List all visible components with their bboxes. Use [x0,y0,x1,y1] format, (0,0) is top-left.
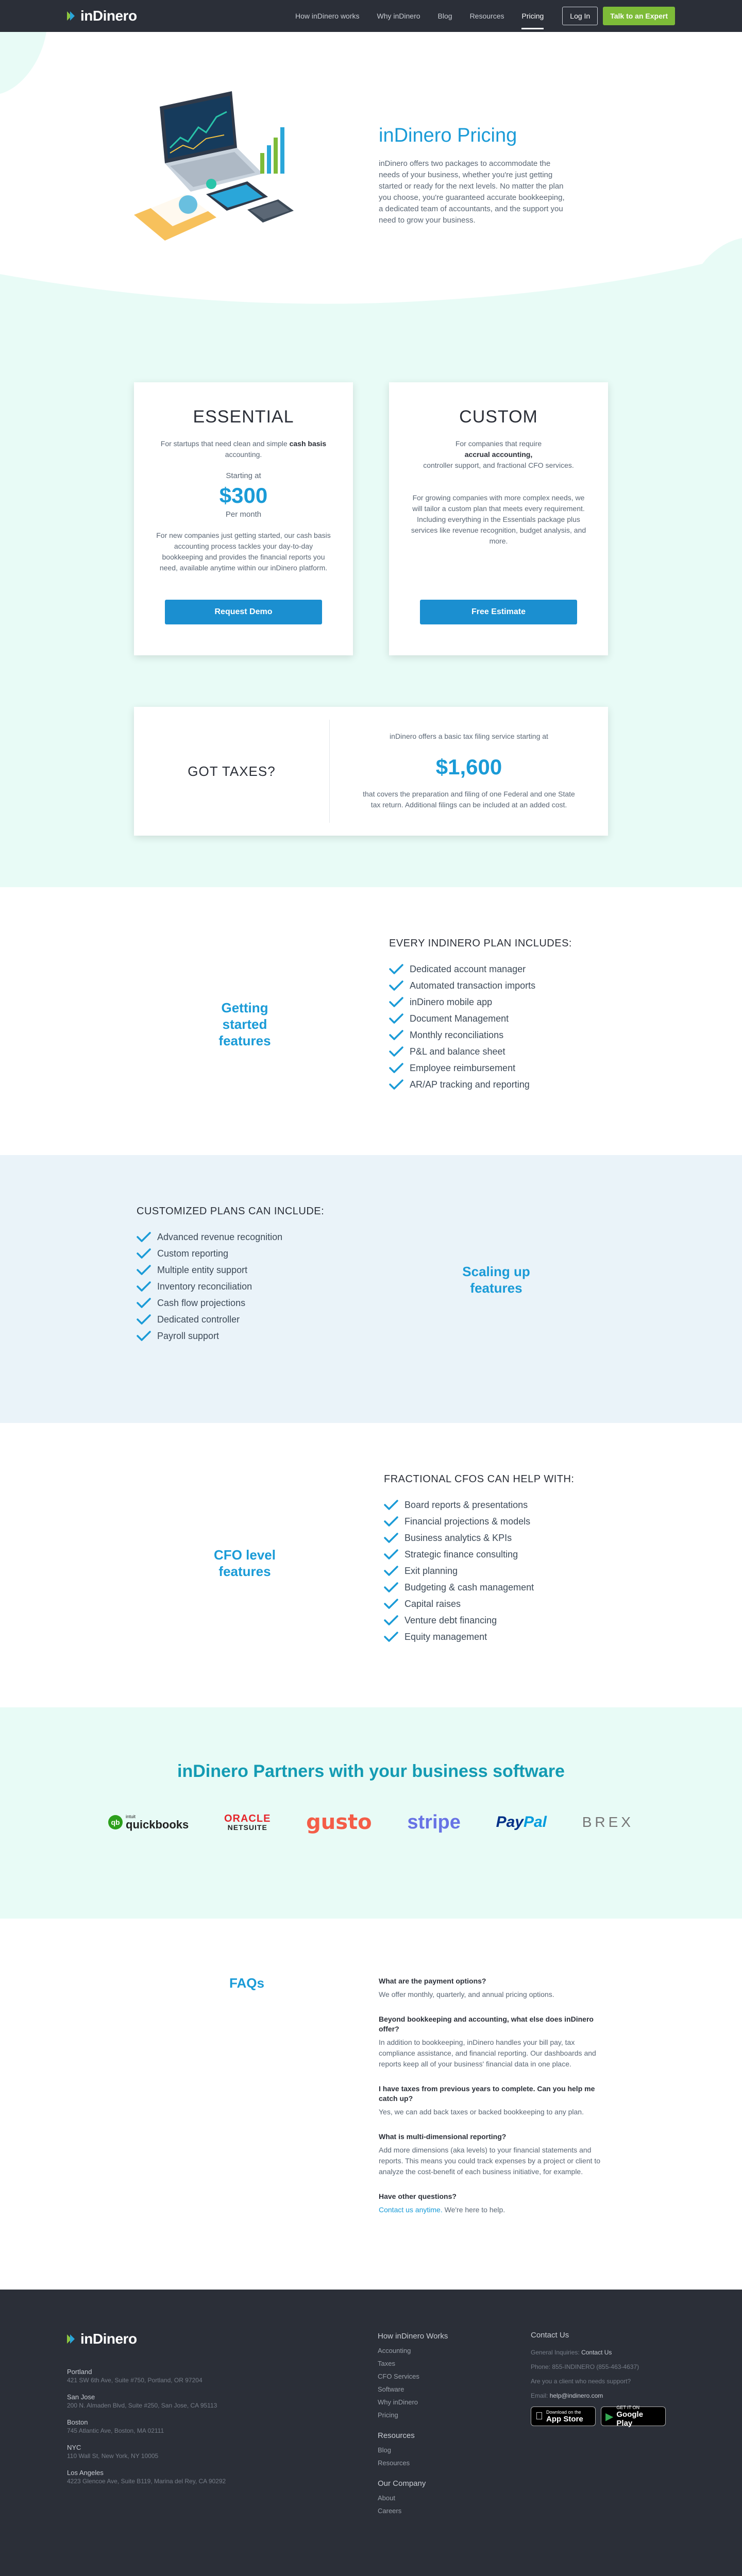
checkmark-icon [137,1248,151,1259]
feature-item [389,994,572,1010]
plan-summary-bold: accrual accounting, [464,450,533,459]
faq-answer: Yes, we can add back taxes or backed bookkeeping to any plan. [379,2108,584,2116]
essential-plan-card [134,382,353,655]
checkmark-icon [384,1516,398,1527]
feature-label: Business analytics & KPIs [404,1532,512,1543]
feature-item [389,1010,572,1027]
list-heading: EVERY INDINERO PLAN INCLUDES: [389,938,572,949]
checkmark-icon [389,1013,403,1024]
faq-item [379,1976,611,2000]
feature-item [137,1245,324,1262]
stripe-logo: stripe [407,1811,461,1833]
feature-item [384,1629,574,1645]
feature-item [137,1278,324,1295]
google-play-small-text: GET IT ON [616,2405,640,2410]
checkmark-icon [389,980,403,991]
faq-title: FAQs [229,1975,264,1991]
feature-item [384,1579,574,1596]
logo-text: inDinero [80,8,137,24]
faq-answer [379,2205,611,2215]
office-address: 110 Wall St, New York, NY 10005 [67,2452,159,2460]
paypal-logo [496,1814,547,1831]
footer-link-about[interactable]: About [378,2494,395,2502]
section-title-line1: Scaling up [462,1264,530,1279]
feature-item [384,1530,574,1546]
feature-label: AR/AP tracking and reporting [410,1079,530,1090]
checkmark-icon [384,1599,398,1609]
office-address: 200 N. Almaden Blvd, Suite #250, San Jose, CA 95113 [67,2402,217,2409]
app-store-label [538,2409,583,2424]
paypal-text-1: Pay [496,1814,524,1831]
cfo-section [0,1423,742,1707]
taxes-intro: inDinero offers a basic tax filing service starting at [390,732,548,740]
footer-links [378,2332,448,2527]
feature-item [389,1076,572,1093]
section-title-line2: features [218,1564,271,1579]
footer-link-careers[interactable]: Careers [378,2507,402,2515]
plan-summary-text-end: controller support, and fractional CFO services. [423,461,574,469]
plan-price: $300 [219,483,268,507]
apple-icon [535,2411,543,2422]
plan-summary-bold: cash basis [289,439,327,448]
taxes-details [330,732,608,810]
taxes-note: that covers the preparation and filing of one Federal and one State tax return. Additional filings can be included at an added cost. [363,790,575,809]
footer-group-resources [378,2431,448,2467]
quickbooks-text: quickbooks [126,1818,189,1831]
price-period: Per month [225,510,262,519]
office-city: Boston [67,2418,88,2426]
footer-link-blog[interactable]: Blog [378,2446,392,2454]
custom-plan-card [389,382,608,655]
plan-summary [155,438,332,460]
feature-label: inDinero mobile app [410,996,493,1007]
faq-answer: Add more dimensions (aka levels) to your financial statements and reports. This means you could track expenses by a project or client to analyze the cost-benefit of each business initiative, for example. [379,2146,601,2176]
office-address: 4223 Glencoe Ave, Suite B119, Marina del Rey, CA 90292 [67,2478,226,2485]
logo-text: inDinero [80,2331,137,2347]
footer-heading: Resources [378,2431,415,2440]
footer-link-resources[interactable]: Resources [378,2459,410,2467]
checkmark-icon [389,964,403,974]
feature-label: Automated transaction imports [410,980,536,991]
feature-label: Inventory reconciliation [157,1281,252,1292]
feature-label: Dedicated account manager [410,963,526,974]
scaling-up-list [137,1206,324,1344]
feature-label: Document Management [410,1013,509,1024]
checkmark-icon [389,1030,403,1040]
contact-us-footer-link[interactable]: Contact Us [581,2349,612,2356]
google-play-text: Google Play [616,2410,644,2428]
faq-question: What are the payment options? [379,1977,486,1985]
hero-text-block [379,125,569,226]
checkmark-icon [137,1331,151,1341]
office-city: Los Angeles [67,2469,104,2477]
nav-links [295,3,544,29]
plan-summary [410,438,587,471]
footer-link-accounting[interactable]: Accounting [378,2347,411,2354]
netsuite-text: NETSUITE [227,1823,267,1832]
checkmark-icon [137,1298,151,1308]
checkmark-icon [137,1232,151,1242]
feature-item [137,1229,324,1245]
feature-item [389,1060,572,1076]
office-address: 421 SW 6th Ave, Suite #750, Portland, OR 97204 [67,2377,203,2384]
feature-label: Financial projections & models [404,1516,531,1527]
checkmark-icon [384,1566,398,1576]
plan-description: For growing companies with more complex needs, we will tailor a custom plan that meets every requirement. Including everything in the Essentials package plus services like revenue recognition, budget analysis, and more. [411,494,586,545]
feature-item [384,1612,574,1629]
taxes-card [134,707,608,836]
laptop-finance-illustration [129,91,304,246]
scaling-up-section [0,1155,742,1423]
feature-item [137,1328,324,1344]
starting-label: Starting at [226,471,261,480]
feature-item [384,1497,574,1513]
partner-logos [108,1810,634,1834]
contact-us-link[interactable]: Contact us anytime. [379,2206,443,2214]
free-estimate-button[interactable]: Free Estimate [420,600,577,624]
page-title: inDinero Pricing [379,125,517,146]
feature-label: Strategic finance consulting [404,1549,518,1560]
feature-label: Payroll support [157,1330,220,1341]
feature-label: Multiple entity support [157,1264,248,1275]
footer-group-company [378,2479,448,2515]
feature-item [384,1563,574,1579]
logo[interactable] [67,8,137,24]
phone-number: Phone: 855-INDINERO (855-463-4637) [531,2363,639,2370]
feature-label: Cash flow projections [157,1297,246,1308]
google-play-button[interactable] [601,2406,666,2426]
faq-item [379,2132,611,2177]
section-title-line2: features [470,1280,522,1296]
office-item [67,2418,226,2434]
footer-link-cfo-services[interactable]: CFO Services [378,2372,419,2380]
checkmark-icon [384,1632,398,1642]
feature-label: Monthly reconciliations [410,1029,504,1040]
feature-item [137,1311,324,1328]
office-city: Portland [67,2368,92,2376]
footer-link-pricing[interactable]: Pricing [378,2411,398,2419]
feature-list [137,1229,324,1344]
footer-heading: Our Company [378,2479,426,2488]
nav-blog[interactable]: Blog [437,12,452,20]
top-nav [0,0,742,32]
feature-item [384,1513,574,1530]
footer-link-software[interactable]: Software [378,2385,404,2393]
cfo-list [384,1473,574,1645]
plan-summary-text: For startups that need clean and simple [160,439,290,448]
feature-label: Venture debt financing [404,1615,497,1625]
footer-heading: How inDinero Works [378,2332,448,2341]
general-inquiries [531,2349,675,2356]
feature-list [384,1497,574,1645]
app-store-badges [531,2406,675,2426]
pricing-section [0,320,742,887]
feature-label: Budgeting & cash management [404,1582,534,1592]
feature-label: Board reports & presentations [404,1499,528,1510]
taxes-title: GOT TAXES? [134,720,330,823]
checkmark-icon [384,1549,398,1560]
quickbooks-intuit-text: intuit [126,1814,136,1819]
feature-item [384,1596,574,1612]
login-button[interactable]: Log In [562,7,598,25]
checkmark-icon [389,997,403,1007]
faq-answer: We offer monthly, quarterly, and annual pricing options. [379,1990,554,1998]
feature-item [389,961,572,977]
faq-item [379,2192,611,2215]
checkmark-icon [389,1063,403,1073]
general-inquiries-label: General Inquiries: [531,2349,582,2356]
partners-section [0,1707,742,1919]
nav-pricing[interactable]: Pricing [521,3,544,29]
app-store-button[interactable] [531,2406,596,2426]
oracle-netsuite-logo [224,1814,271,1831]
section-title-line1: Getting started [221,1000,268,1032]
footer-link-why-indinero[interactable]: Why inDinero [378,2398,418,2406]
getting-started-title [198,999,291,1049]
office-city: San Jose [67,2393,95,2401]
plan-summary-text: For companies that require [455,439,542,448]
checkmark-icon [389,1046,403,1057]
list-heading: CUSTOMIZED PLANS CAN INCLUDE: [137,1206,325,1217]
faq-list [379,1976,611,2230]
app-store-text: App Store [538,2414,576,2424]
feature-item [389,1027,572,1043]
feature-item [389,1043,572,1060]
getting-started-list [389,938,572,1093]
nav-resources[interactable]: Resources [469,12,504,20]
feature-item [137,1295,324,1311]
faq-question: Have other questions? [379,2192,457,2200]
section-title-line2: features [218,1033,271,1048]
plan-summary-text-end: accounting. [225,450,262,459]
cfo-title [198,1547,291,1580]
request-demo-button[interactable]: Request Demo [165,600,322,624]
faq-item [379,2014,611,2070]
feature-label: Exit planning [404,1565,458,1576]
feature-label: Advanced revenue recognition [157,1231,283,1242]
pricing-cards [134,382,608,655]
email-link[interactable]: help@indinero.com [549,2392,603,2399]
quickbooks-wordmark [126,1815,189,1831]
feature-label: Employee reimbursement [410,1062,516,1073]
faq-question: I have taxes from previous years to complete. Can you help me catch up? [379,2084,595,2103]
support-email [531,2392,675,2399]
taxes-price: $1,600 [435,755,502,779]
list-heading: FRACTIONAL CFOS CAN HELP WITH: [384,1473,575,1485]
section-title-line1: CFO level [214,1547,276,1563]
plan-title: CUSTOM [459,407,538,427]
office-city: NYC [67,2444,81,2451]
contact-heading: Contact Us [531,2331,569,2340]
office-item [67,2444,226,2460]
feature-label: Dedicated controller [157,1314,240,1325]
checkmark-icon [137,1281,151,1292]
app-store-small-text: Download on the [538,2409,574,2415]
faq-question: Beyond bookkeeping and accounting, what else does inDinero offer? [379,2015,594,2033]
checkmark-icon [137,1265,151,1275]
quickbooks-icon: qb [108,1815,123,1829]
footer-logo[interactable] [67,2331,137,2347]
feature-item [389,977,572,994]
feature-label: P&L and balance sheet [410,1046,505,1057]
feature-label: Custom reporting [157,1248,229,1259]
office-address: 745 Atlantic Ave, Boston, MA 02111 [67,2427,164,2434]
brex-logo: BREX [582,1814,634,1830]
faq-answer: In addition to bookkeeping, inDinero handles your bill pay, tax compliance assistance, and financial reporting. Our dashboards and reports keep all of your business' financial data in one place. [379,2038,596,2068]
checkmark-icon [384,1582,398,1592]
partners-title: inDinero Partners with your business software [177,1761,565,1781]
plan-description: For new companies just getting started, our cash basis accounting process tackles your day-to-day bookkeeping and provides the financial reports you need, available anytime within our inDinero platform. [156,531,331,572]
feature-list [389,961,572,1093]
paypal-text-2: Pal [523,1814,547,1831]
office-item [67,2469,226,2485]
feature-item [137,1262,324,1278]
getting-started-section [0,887,742,1155]
feature-label: Capital raises [404,1598,461,1609]
email-label: Email: [531,2392,550,2399]
checkmark-icon [384,1615,398,1625]
faq-question: What is multi-dimensional reporting? [379,2132,507,2141]
footer-link-taxes[interactable]: Taxes [378,2360,395,2367]
checkmark-icon [384,1500,398,1510]
checkmark-icon [389,1079,403,1090]
support-question: Are you a client who needs support? [531,2378,631,2385]
scaling-up-title [450,1263,543,1296]
logo-mark-icon [67,11,76,21]
logo-mark-icon [67,2334,76,2344]
faq-item [379,2084,611,2117]
hero-description: inDinero offers two packages to accommodate the needs of your business, whether you're just getting started or ready for the next levels. No matter the plan you choose, you're guaranteed accurate bookkeeping, a dedicated team of accountants, and the support you need to grow your business. [379,159,565,225]
nav-how-it-works[interactable]: How inDinero works [295,12,360,20]
contact-block [531,2331,675,2426]
gusto-logo: gusto [306,1810,372,1834]
talk-to-expert-button[interactable]: Talk to an Expert [603,7,675,25]
footer [0,2290,742,2576]
faq-answer-tail: We're here to help. [442,2206,505,2214]
google-play-label [616,2405,661,2428]
oracle-text: ORACLE [224,1813,271,1824]
quickbooks-logo [108,1815,189,1831]
feature-item [384,1546,574,1563]
google-play-icon: ▶ [605,2411,614,2422]
office-list [67,2368,226,2494]
faq-section [0,1919,742,2290]
hero-background-wave [0,32,742,320]
feature-label: Equity management [404,1631,487,1642]
nav-actions [562,7,675,25]
checkmark-icon [384,1533,398,1543]
hero-section [0,32,742,320]
office-item [67,2368,226,2384]
office-item [67,2393,226,2409]
footer-group-how [378,2332,448,2419]
nav-why-indinero[interactable]: Why inDinero [377,12,420,20]
plan-title: ESSENTIAL [193,407,294,427]
checkmark-icon [137,1314,151,1325]
